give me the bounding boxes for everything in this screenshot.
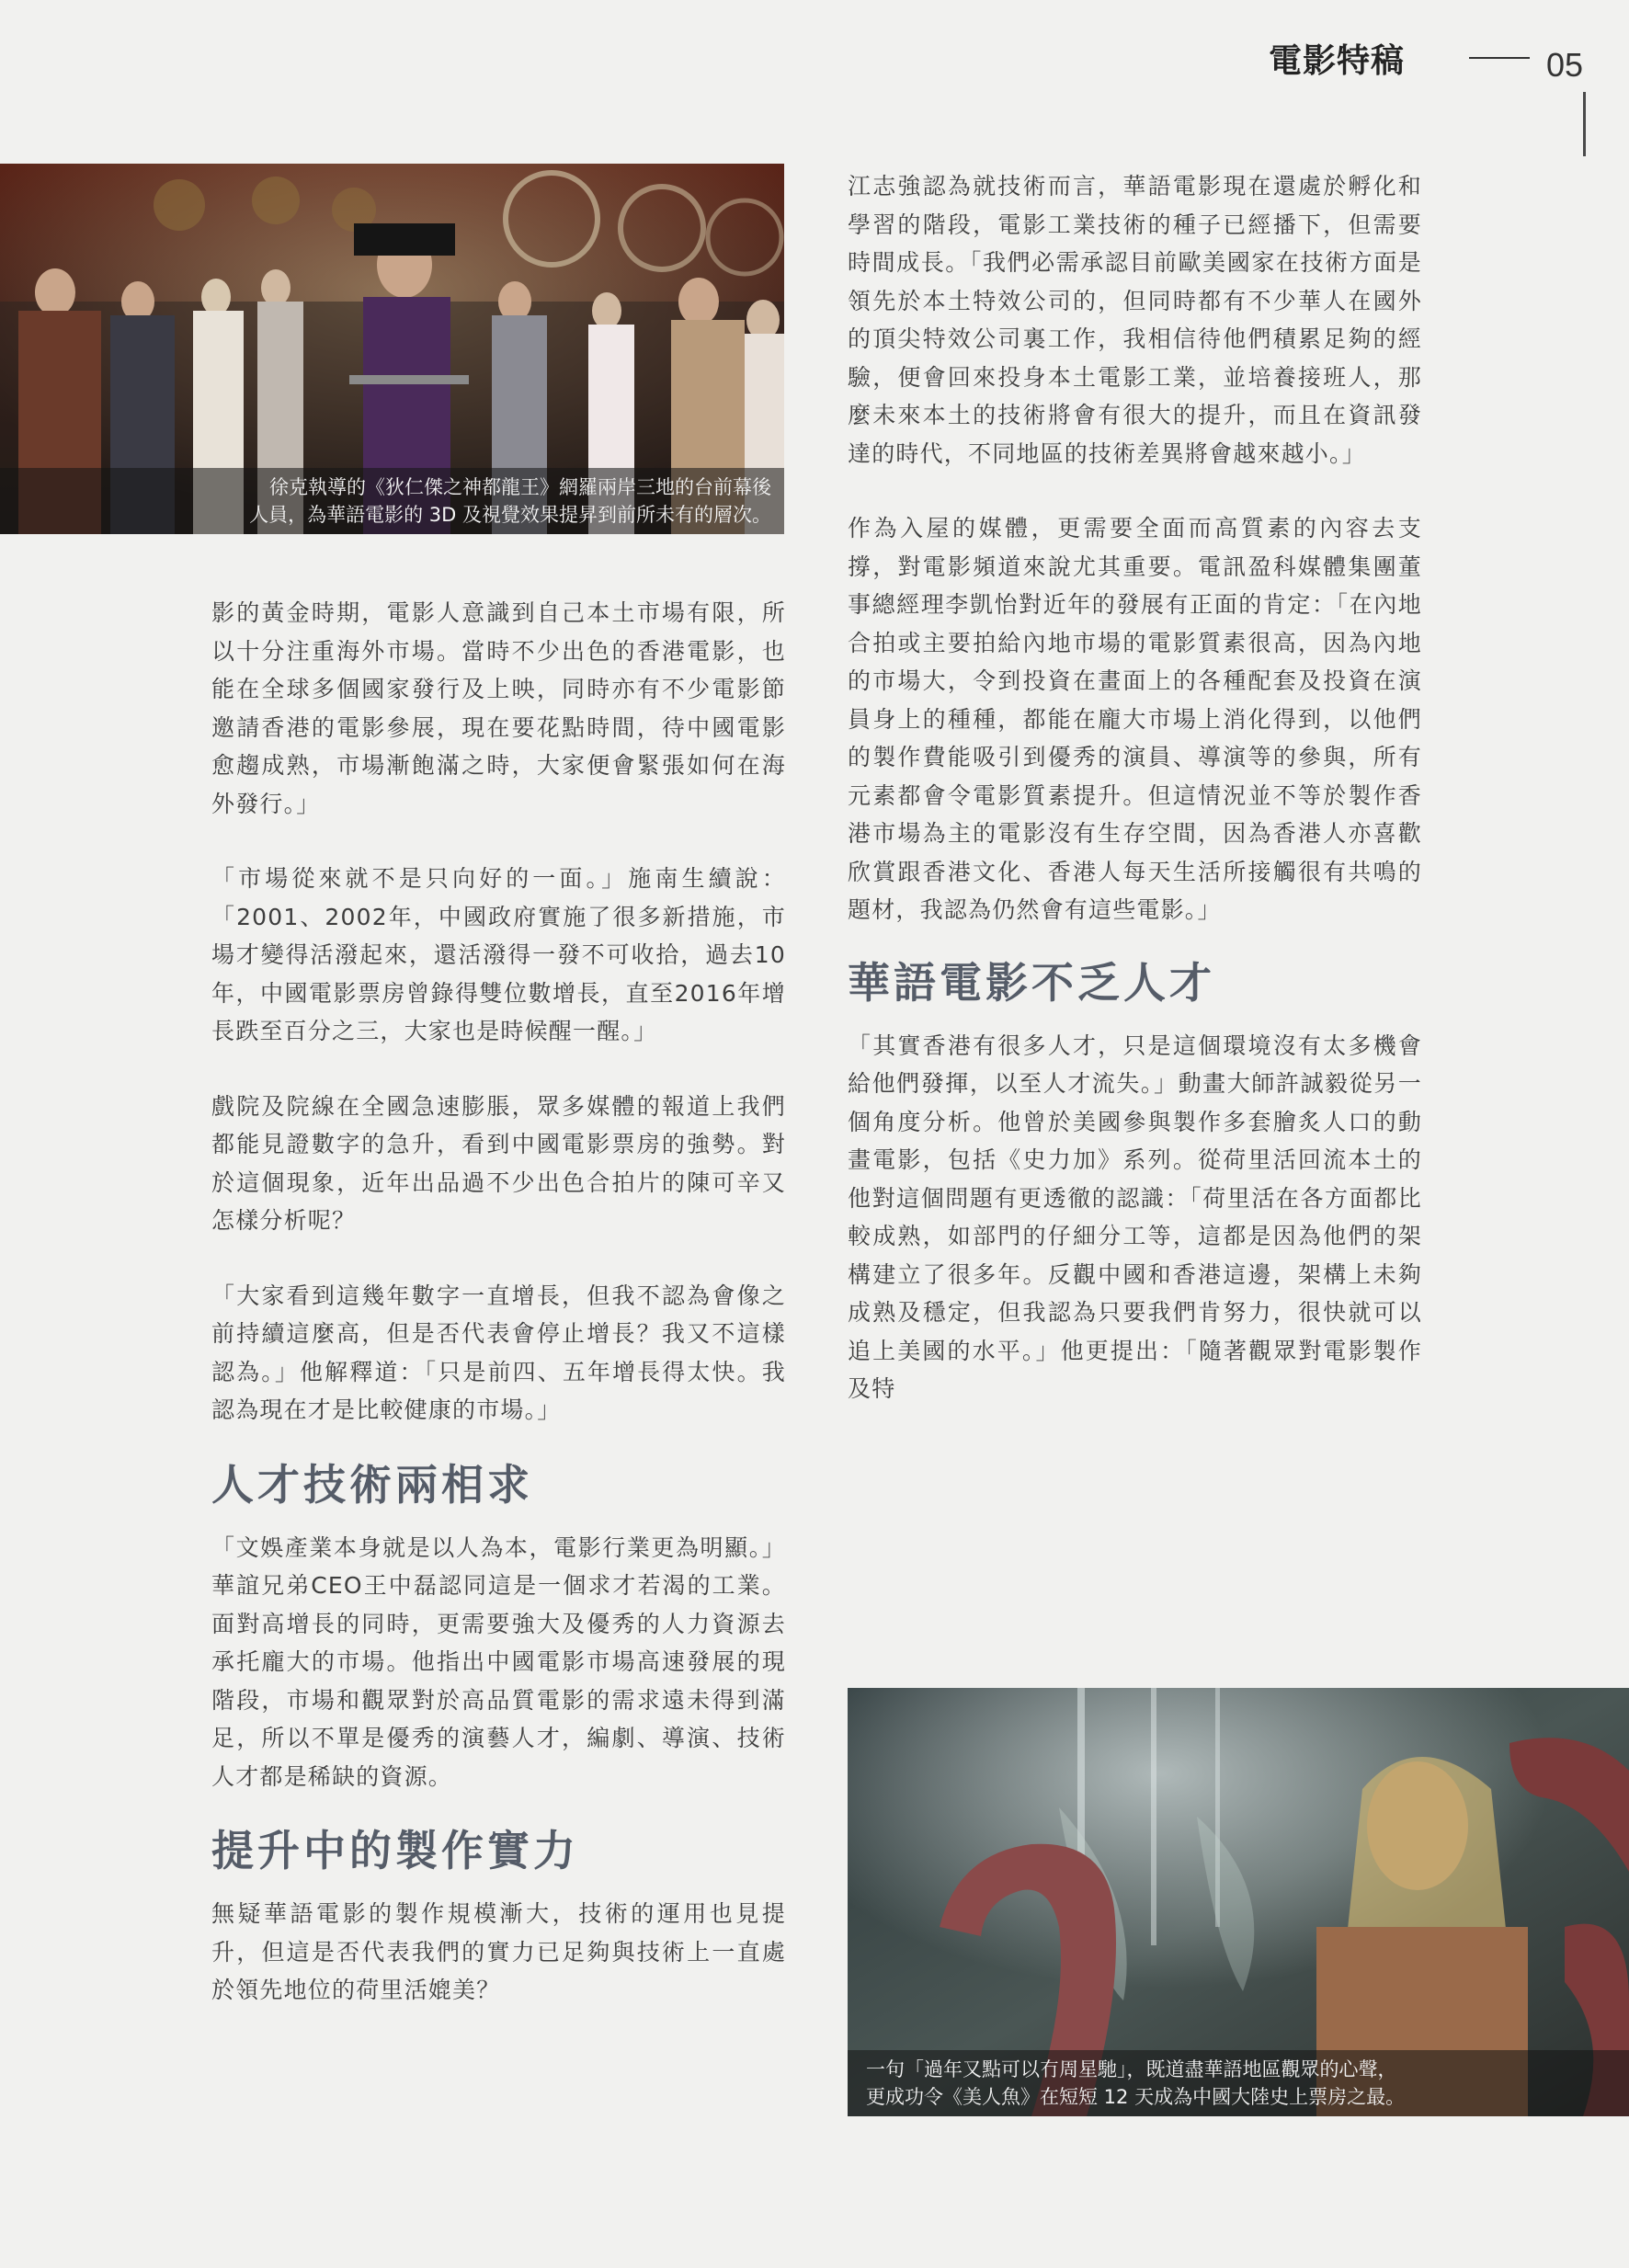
right-paragraph-1: 江志強認為就技術而言，華語電影現在還處於孵化和學習的階段，電影工業技術的種子已經播下，但需要時間成長。「我們必需承認目前歐美國家在技術方面是領先於本土特效公司的，但同時都有不少華人在國外的頂尖特效公司裏工作，我相信待他們積累足夠的經驗，便會回來投身本土電影工業，並培養接班人，那麼未來本土的技術將會有很大的提升，而且在資訊發達的時代，不同地區的技術差異將會越來越小。」 [848,173,1422,467]
header-divider [1583,92,1586,156]
bottom-caption-line-1: 一句「過年又點可以冇周星馳」，既道盡華語地區觀眾的心聲， [866,2058,1397,2080]
left-paragraph-5: 「文娛產業本身就是以人為本，電影行業更為明顯。」華誼兄弟CEO王中磊認同這是一個求才若渴的工業。面對高增長的同時，更需要強大及優秀的人力資源去承托龐大的市場。他指出中國電影市場高速發展的現階段，市場和觀眾對於高品質電影的需求遠未得到滿足，所以不單是優秀的演藝人才，編劇、導演、技術人才都是稀缺的資源。 [211,1533,786,1790]
right-column [848,167,1422,1445]
page-number: 05 [1546,46,1584,84]
heading-production-strength: 提升中的製作實力 [211,1826,579,1875]
top-caption-line-2: 人員，為華語電影的 3D 及視覺效果提昇到前所未有的層次。 [249,504,771,526]
top-photo-caption [0,468,784,534]
left-paragraph-4: 「大家看到這幾年數字一直增長，但我不認為會像之前持續這麼高，但是否代表會停止增長？我又不這樣認為。」他解釋道：「只是前四、五年增長得太快。我認為現在才是比較健康的市場。」 [211,1282,786,1423]
bottom-photo-caption [848,2050,1629,2116]
left-paragraph-3: 戲院及院線在全國急速膨脹，眾多媒體的報道上我們都能見證數字的急升，看到中國電影票房的強勢。對於這個現象，近年出品過不少出色合拍片的陳可辛又怎樣分析呢？ [211,1092,786,1234]
right-paragraph-3: 「其實香港有很多人才，只是這個環境沒有太多機會給他們發揮，以至人才流失。」動畫大師許誠毅從另一個角度分析。他曾於美國參與製作多套膾炙人口的動畫電影，包括《史力加》系列。從荷里活回流本土的他對這個問題有更透徹的認識：「荷里活在各方面都比較成熟，如部門的仔細分工等，這都是因為他們的架構建立了很多年。反觀中國和香港這邊，架構上未夠成熟及穩定，但我認為只要我們肯努力，很快就可以追上美國的水平。」他更提出：「隨著觀眾對電影製作及特 [848,1031,1422,1402]
top-caption-line-1: 徐克執導的《狄仁傑之神都龍王》網羅兩岸三地的台前幕後 [269,476,771,498]
left-column [211,594,786,2046]
bottom-photo [848,1688,1629,2116]
left-paragraph-1: 影的黃金時期，電影人意識到自己本土市場有限，所以十分注重海外市場。當時不少出色的香港電影，也能在全球多個國家發行及上映，同時亦有不少電影節邀請香港的電影參展，現在要花點時間，待中國電影愈趨成熟，市場漸飽滿之時，大家便會緊張如何在海外發行。」 [211,599,786,817]
right-paragraph-2: 作為入屋的媒體，更需要全面而高質素的內容去支撐，對電影頻道來說尤其重要。電訊盈科媒體集團董事總經理李凱怡對近年的發展有正面的肯定：「在內地合拍或主要拍給內地市場的電影質素很高，因為內地的市場大，令到投資在畫面上的各種配套及投資在演員身上的種種，都能在龐大市場上消化得到，以他們的製作費能吸引到優秀的演員、導演等的參與，所有元素都會令電影質素提升。但這情況並不等於製作香港市場為主的電影沒有生存空間，因為香港人亦喜歡欣賞跟香港文化、香港人每天生活所接觸很有共鳴的題材，我認為仍然會有這些電影。」 [848,515,1422,923]
left-paragraph-6: 無疑華語電影的製作規模漸大，技術的運用也見提升，但這是否代表我們的實力已足夠與技術上一直處於領先地位的荷里活媲美？ [211,1900,786,2003]
left-paragraph-2: 「市場從來就不是只向好的一面。」施南生續說：「2001、2002年，中國政府實施了很多新措施，市場才變得活潑起來，還活潑得一發不可收拾，過去10年，中國電影票房曾錄得雙位數增長，直至2016年增長跌至百分之三，大家也是時候醒一醒。」 [211,865,786,1044]
heading-talent-technology: 人才技術兩相求 [211,1459,533,1510]
bottom-caption-line-2: 更成功令《美人魚》在短短 12 天成為中國大陸史上票房之最。 [866,2086,1406,2108]
header-rule [1469,57,1530,59]
heading-chinese-film-talent: 華語電影不乏人才 [848,957,1215,1008]
top-photo [0,164,784,534]
section-title: 電影特稿 [1269,42,1406,80]
